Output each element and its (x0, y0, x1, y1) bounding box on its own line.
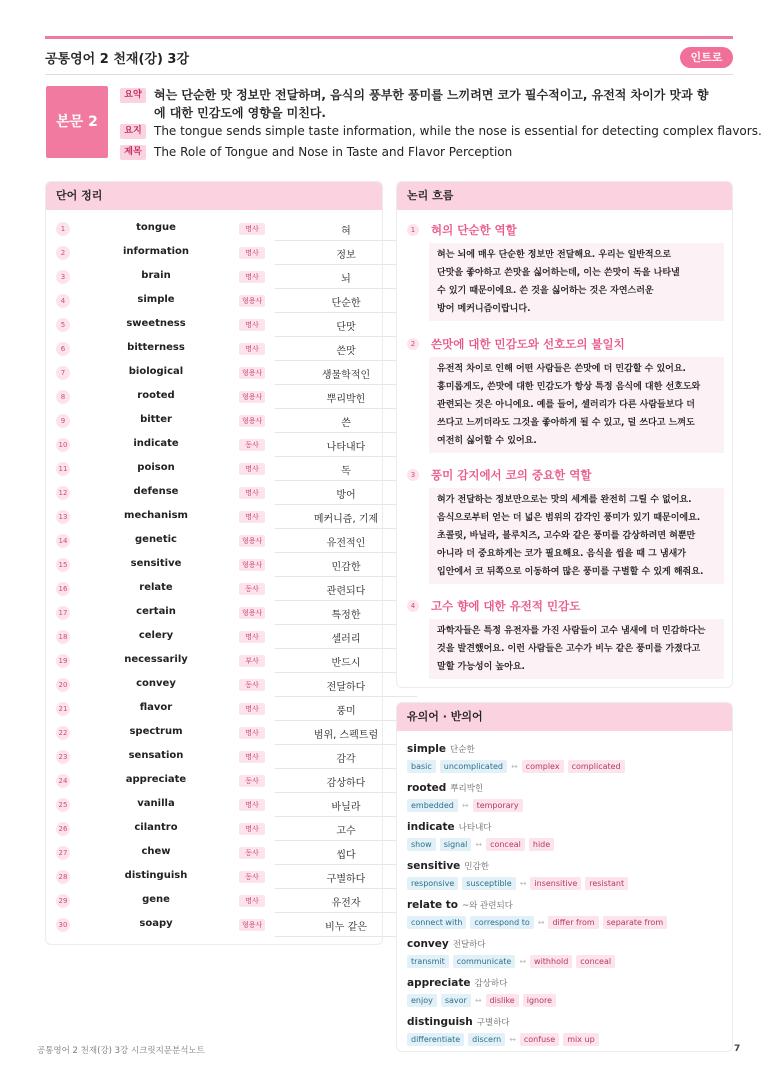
vocab-row (46, 841, 382, 865)
antonym-tag: resistant (585, 877, 628, 890)
logic-step-title: 풍미 감지에서 코의 중요한 역할 (431, 468, 592, 482)
antonym-tag: confuse (520, 1033, 559, 1046)
vocab-row (46, 889, 382, 913)
part-of-speech-badge: 명사 (239, 511, 265, 523)
synonym-entry-word (407, 743, 475, 755)
logic-text-line: 여전히 싫어할 수 있어요. (437, 436, 537, 446)
vocab-number: 24 (56, 774, 70, 788)
entry-word: simple (407, 743, 447, 755)
vocab-meaning: 범위, 스펙트럼 (313, 730, 379, 741)
vocab-number: 9 (56, 414, 70, 428)
title-divider (45, 74, 733, 75)
synonym-antonym-tags (407, 798, 523, 812)
vocab-word: chew (141, 846, 171, 857)
part-of-speech-badge: 형용사 (239, 919, 265, 931)
opposite-arrow-icon: ↔ (510, 761, 518, 771)
logic-text-line: 과학자들은 특정 유전자를 가진 사람들이 고수 냄새에 더 민감하다는 (437, 626, 706, 636)
vocab-word: defense (133, 486, 179, 497)
vocab-number: 2 (56, 246, 70, 260)
logic-text-line: 단맛을 좋아하고 쓴맛을 싫어하는데, 이는 쓴맛이 독을 나타낼 (437, 268, 680, 278)
part-of-speech-badge: 명사 (239, 703, 265, 715)
synonym-antonym-tags (407, 876, 628, 890)
part-of-speech-badge: 형용사 (239, 295, 265, 307)
part-of-speech-badge: 명사 (239, 343, 265, 355)
antonym-tag: dislike (486, 994, 519, 1007)
vocab-meaning: 메커니즘, 기제 (313, 514, 379, 525)
entry-word: convey (407, 938, 449, 950)
vocab-word: sensitive (130, 558, 182, 569)
vocab-word: genetic (135, 534, 177, 545)
part-of-speech-badge: 명사 (239, 631, 265, 643)
part-of-speech-badge: 형용사 (239, 415, 265, 427)
entry-korean-meaning: 단순한 (450, 745, 475, 755)
title-tag: 제목 (120, 145, 146, 160)
synonym-tag: differentiate (407, 1033, 464, 1046)
vocab-number: 16 (56, 582, 70, 596)
vocab-row (46, 649, 382, 673)
logic-text-line: 방어 메커니즘이랍니다. (437, 304, 531, 314)
vocab-row (46, 577, 382, 601)
vocab-word: convey (136, 678, 176, 689)
vocab-word: sweetness (126, 318, 186, 329)
antonym-tag: conceal (576, 955, 615, 968)
part-of-speech-badge: 명사 (239, 487, 265, 499)
part-of-speech-badge: 명사 (239, 823, 265, 835)
vocab-number: 15 (56, 558, 70, 572)
logic-step-text (429, 243, 724, 321)
synonym-tag: susceptible (462, 877, 515, 890)
vocab-row (46, 505, 382, 529)
vocab-meaning: 감상하다 (326, 778, 366, 789)
synonym-tag: embedded (407, 799, 458, 812)
logic-step-number: 3 (407, 469, 419, 481)
gist-tag: 요지 (120, 124, 146, 139)
vocab-word: certain (136, 606, 176, 617)
vocab-number: 7 (56, 366, 70, 380)
vocab-word: spectrum (129, 726, 183, 737)
synonym-tag: connect with (407, 916, 466, 929)
logic-step-text (429, 357, 724, 453)
antonym-tag: complex (522, 760, 564, 773)
section-badge: 본문 2 (46, 86, 108, 158)
vocab-number: 23 (56, 750, 70, 764)
part-of-speech-badge: 동사 (239, 871, 265, 883)
part-of-speech-badge: 형용사 (239, 367, 265, 379)
vocab-row (46, 337, 382, 361)
antonym-tag: separate from (603, 916, 667, 929)
part-of-speech-badge: 형용사 (239, 391, 265, 403)
synonym-tag: uncomplicated (440, 760, 507, 773)
vocab-number: 1 (56, 222, 70, 236)
vocab-number: 11 (56, 462, 70, 476)
logic-text-line: 쓰다고 느끼더라도 그것을 좋아하게 될 수 있고, 덜 쓰다고 느껴도 (437, 418, 695, 428)
vocab-meaning: 유전자 (331, 898, 361, 909)
synonym-panel (396, 702, 733, 1052)
vocab-row (46, 913, 382, 937)
logic-text-line: 관련되는 것은 아니에요. 예를 들어, 셀러리가 다른 사람들보다 더 (437, 400, 695, 410)
entry-word: appreciate (407, 977, 471, 989)
vocab-meaning: 뿌리박힌 (326, 394, 366, 405)
document-title: 공통영어 2 천재(강) 3강 (45, 52, 190, 67)
vocab-word: brain (141, 270, 171, 281)
vocab-meaning: 풍미 (336, 706, 356, 717)
synonym-antonym-tags (407, 759, 625, 773)
vocab-meaning: 구별하다 (326, 874, 366, 885)
entry-korean-meaning: 구별하다 (476, 1018, 510, 1028)
logic-step-title: 혀의 단순한 역할 (431, 223, 517, 237)
logic-text-line: 말할 가능성이 높아요. (437, 662, 525, 672)
vocab-word: information (122, 246, 190, 257)
part-of-speech-badge: 동사 (239, 583, 265, 595)
summary-text: 혀는 단순한 맛 정보만 전달하며, 음식의 풍부한 풍미를 느끼려면 코가 필수적이고, 유전적 차이가 맛과 향에 대한 민감도에 영향을 미친다. (154, 88, 709, 120)
page-number: 7 (734, 1044, 741, 1054)
synonym-entry-word (407, 899, 513, 911)
entry-korean-meaning: 뿌리박힌 (450, 784, 484, 794)
vocab-row (46, 217, 382, 241)
vocab-number: 12 (56, 486, 70, 500)
synonym-antonym-tags (407, 993, 556, 1007)
part-of-speech-badge: 명사 (239, 799, 265, 811)
logic-text-line: 것을 발견했어요. 이런 사람들은 고수가 비누 같은 풍미를 가졌다고 (437, 644, 701, 654)
logic-text-line: 아니라 더 중요하게는 코가 필요해요. 음식을 씹을 때 그 냄새가 (437, 549, 686, 559)
vocab-meaning: 감각 (336, 754, 356, 765)
vocab-heading: 단어 정리 (46, 182, 382, 210)
vocab-row (46, 433, 382, 457)
synonym-tag: savor (441, 994, 471, 1007)
synonym-entry-word (407, 938, 486, 950)
opposite-arrow-icon: ↔ (519, 878, 527, 888)
vocab-number: 21 (56, 702, 70, 716)
vocab-number: 6 (56, 342, 70, 356)
vocab-word: bitterness (127, 342, 185, 353)
entry-korean-meaning: 감상하다 (474, 979, 508, 989)
vocab-row (46, 601, 382, 625)
vocab-row (46, 457, 382, 481)
vocab-number: 19 (56, 654, 70, 668)
vocab-meaning: 나타내다 (326, 442, 366, 453)
footer-text: 공통영어 2 천재(강) 3강 시크릿지문분석노트 (37, 1046, 205, 1056)
synonym-entry-word (407, 977, 507, 989)
part-of-speech-badge: 명사 (239, 895, 265, 907)
logic-text-line: 혀가 전달하는 정보만으로는 맛의 세계를 완전히 그릴 수 없어요. (437, 495, 692, 505)
part-of-speech-badge: 형용사 (239, 535, 265, 547)
vocab-word: indicate (133, 438, 179, 449)
entry-word: distinguish (407, 1016, 473, 1028)
logic-text-line: 음식으로부터 얻는 더 넓은 범위의 감각인 풍미가 있기 때문이에요. (437, 513, 701, 523)
opposite-arrow-icon: ↔ (519, 956, 527, 966)
opposite-arrow-icon: ↔ (475, 839, 483, 849)
vocab-row (46, 697, 382, 721)
vocab-number: 26 (56, 822, 70, 836)
opposite-arrow-icon: ↔ (461, 800, 469, 810)
logic-text-line: 혀는 뇌에 매우 단순한 정보만 전달해요. 우리는 일반적으로 (437, 250, 672, 260)
entry-korean-meaning: 민감한 (464, 862, 489, 872)
part-of-speech-badge: 동사 (239, 847, 265, 859)
vocab-meaning: 쓴 (341, 418, 351, 429)
logic-step-text (429, 619, 724, 679)
antonym-tag: hide (529, 838, 554, 851)
synonym-antonym-tags (407, 954, 615, 968)
vocab-word: relate (139, 582, 173, 593)
logic-step-text (429, 488, 724, 584)
synonym-tag: show (407, 838, 436, 851)
logic-step-number: 2 (407, 338, 419, 350)
part-of-speech-badge: 동사 (239, 679, 265, 691)
opposite-arrow-icon: ↔ (509, 1034, 516, 1044)
entry-word: rooted (407, 782, 447, 794)
antonym-tag: ignore (523, 994, 556, 1007)
vocab-meaning: 독 (341, 466, 351, 477)
entry-word: indicate (407, 821, 455, 833)
synonym-tag: correspond to (470, 916, 533, 929)
vocab-row (46, 481, 382, 505)
antonym-tag: differ from (548, 916, 598, 929)
summary-tag: 요약 (120, 88, 146, 103)
vocab-meaning: 고수 (336, 826, 356, 837)
part-of-speech-badge: 동사 (239, 439, 265, 451)
entry-korean-meaning: 나타내다 (458, 823, 492, 833)
vocab-meaning: 유전적인 (326, 538, 366, 549)
logic-panel (396, 181, 733, 688)
vocab-word: simple (137, 294, 175, 305)
vocab-word: rooted (137, 390, 175, 401)
vocab-word: distinguish (124, 870, 188, 881)
entry-korean-meaning: ~와 관련되다 (462, 901, 513, 911)
entry-word: relate to (407, 899, 459, 911)
vocab-row (46, 385, 382, 409)
vocab-word: bitter (140, 414, 172, 425)
vocab-number: 28 (56, 870, 70, 884)
vocab-number: 27 (56, 846, 70, 860)
part-of-speech-badge: 명사 (239, 319, 265, 331)
synonym-entry-word (407, 821, 492, 833)
part-of-speech-badge: 명사 (239, 751, 265, 763)
vocab-word: poison (137, 462, 175, 473)
vocab-word: sensation (128, 750, 184, 761)
vocab-row (46, 865, 382, 889)
vocab-word: mechanism (124, 510, 188, 521)
logic-text-line: 수 있기 때문이에요. 쓴 것을 싫어하는 것은 자연스러운 (437, 286, 654, 296)
vocab-row (46, 313, 382, 337)
synonym-tag: enjoy (407, 994, 437, 1007)
opposite-arrow-icon: ↔ (474, 995, 482, 1005)
vocab-meaning: 단맛 (336, 322, 356, 333)
vocab-word: celery (138, 630, 174, 641)
vocab-meaning: 정보 (336, 250, 356, 261)
entry-korean-meaning: 전달하다 (452, 940, 486, 950)
synonym-tag: responsive (407, 877, 458, 890)
logic-text-line: 입안에서 코 뒤쪽으로 이동하여 많은 풍미를 구별할 수 있게 해줘요. (437, 567, 704, 577)
opposite-arrow-icon: ↔ (537, 917, 545, 927)
vocab-meaning: 비누 같은 (325, 922, 367, 933)
vocab-word: vanilla (137, 798, 175, 809)
antonym-tag: conceal (486, 838, 525, 851)
synonym-entry-word (407, 860, 489, 872)
synonym-tag: discern (468, 1033, 505, 1046)
part-of-speech-badge: 부사 (239, 655, 265, 667)
antonym-tag: withhold (530, 955, 572, 968)
vocab-number: 29 (56, 894, 70, 908)
part-of-speech-badge: 명사 (239, 727, 265, 739)
top-accent-bar (45, 36, 733, 39)
logic-step-number: 4 (407, 600, 419, 612)
vocab-number: 10 (56, 438, 70, 452)
title-text: The Role of Tongue and Nose in Taste and Flavor Perception (154, 145, 513, 159)
synonym-antonym-tags (407, 1032, 599, 1046)
synonym-antonym-tags (407, 837, 554, 851)
vocab-number: 5 (56, 318, 70, 332)
part-of-speech-badge: 명사 (239, 247, 265, 259)
antonym-tag: complicated (568, 760, 625, 773)
vocab-meaning: 방어 (336, 490, 356, 501)
vocab-meaning: 셀러리 (331, 634, 361, 645)
vocab-word: appreciate (125, 774, 187, 785)
vocab-row (46, 289, 382, 313)
synonym-entry-word (407, 1016, 510, 1028)
vocab-row (46, 721, 382, 745)
logic-step-title: 쓴맛에 대한 민감도와 선호도의 불일치 (431, 337, 625, 351)
synonym-tag: basic (407, 760, 436, 773)
part-of-speech-badge: 형용사 (239, 559, 265, 571)
vocab-meaning: 쓴맛 (336, 346, 356, 357)
antonym-tag: insensitive (530, 877, 581, 890)
vocab-row (46, 793, 382, 817)
vocab-row (46, 553, 382, 577)
vocab-meaning: 생물학적인 (321, 370, 371, 381)
vocab-meaning: 전달하다 (326, 682, 366, 693)
vocab-meaning: 관련되다 (326, 586, 366, 597)
vocab-row (46, 409, 382, 433)
vocab-number: 4 (56, 294, 70, 308)
logic-heading: 논리 흐름 (397, 182, 732, 210)
vocab-row (46, 745, 382, 769)
vocab-number: 25 (56, 798, 70, 812)
vocab-panel (45, 181, 383, 945)
vocab-meaning: 반드시 (331, 658, 361, 669)
vocab-number: 8 (56, 390, 70, 404)
vocab-meaning: 단순한 (331, 298, 361, 309)
vocab-word: soapy (139, 918, 173, 929)
synonym-tag: signal (440, 838, 472, 851)
vocab-meaning: 특정한 (331, 610, 361, 621)
vocab-word: biological (128, 366, 184, 377)
part-of-speech-badge: 형용사 (239, 607, 265, 619)
vocab-row (46, 265, 382, 289)
antonym-tag: temporary (473, 799, 523, 812)
vocab-number: 30 (56, 918, 70, 932)
vocab-row (46, 241, 382, 265)
logic-step-title: 고수 향에 대한 유전적 민감도 (431, 599, 581, 613)
part-of-speech-badge: 명사 (239, 223, 265, 235)
intro-button[interactable]: 인트로 (680, 47, 733, 68)
logic-text-line: 흥미롭게도, 쓴맛에 대한 민감도가 항상 특정 음식에 대한 선호도와 (437, 382, 701, 392)
vocab-number: 13 (56, 510, 70, 524)
synonym-tag: communicate (453, 955, 516, 968)
vocab-word: cilantro (134, 822, 178, 833)
vocab-number: 20 (56, 678, 70, 692)
vocab-number: 18 (56, 630, 70, 644)
gist-text: The tongue sends simple taste information, while the nose is essential for detecting complex flavors. (154, 124, 762, 138)
part-of-speech-badge: 명사 (239, 463, 265, 475)
logic-text-line: 초콜릿, 바닐라, 블루치즈, 고수와 같은 풍미를 감상하려면 혀뿐만 (437, 531, 696, 541)
vocab-meaning: 뇌 (341, 274, 351, 285)
logic-text-line: 유전적 차이로 인해 어떤 사람들은 쓴맛에 더 민감할 수 있어요. (437, 364, 686, 374)
vocab-row (46, 769, 382, 793)
vocab-word: gene (142, 894, 170, 905)
vocab-meaning: 민감한 (331, 562, 361, 573)
vocab-meaning: 바닐라 (331, 802, 361, 813)
vocab-meaning: 씹다 (336, 850, 356, 861)
vocab-meaning: 혀 (341, 226, 351, 237)
vocab-row (46, 625, 382, 649)
vocab-number: 3 (56, 270, 70, 284)
vocab-row (46, 673, 382, 697)
part-of-speech-badge: 명사 (239, 271, 265, 283)
synonym-heading: 유의어 · 반의어 (397, 703, 732, 731)
vocab-number: 17 (56, 606, 70, 620)
synonym-antonym-tags (407, 915, 667, 929)
vocab-row (46, 529, 382, 553)
vocab-row (46, 817, 382, 841)
vocab-number: 14 (56, 534, 70, 548)
synonym-entry-word (407, 782, 483, 794)
antonym-tag: mix up (563, 1033, 598, 1046)
entry-word: sensitive (407, 860, 461, 872)
vocab-row (46, 361, 382, 385)
vocab-word: necessarily (124, 654, 188, 665)
logic-step-number: 1 (407, 224, 419, 236)
synonym-tag: transmit (407, 955, 449, 968)
part-of-speech-badge: 동사 (239, 775, 265, 787)
vocab-number: 22 (56, 726, 70, 740)
vocab-word: flavor (139, 702, 173, 713)
vocab-word: tongue (136, 222, 176, 233)
